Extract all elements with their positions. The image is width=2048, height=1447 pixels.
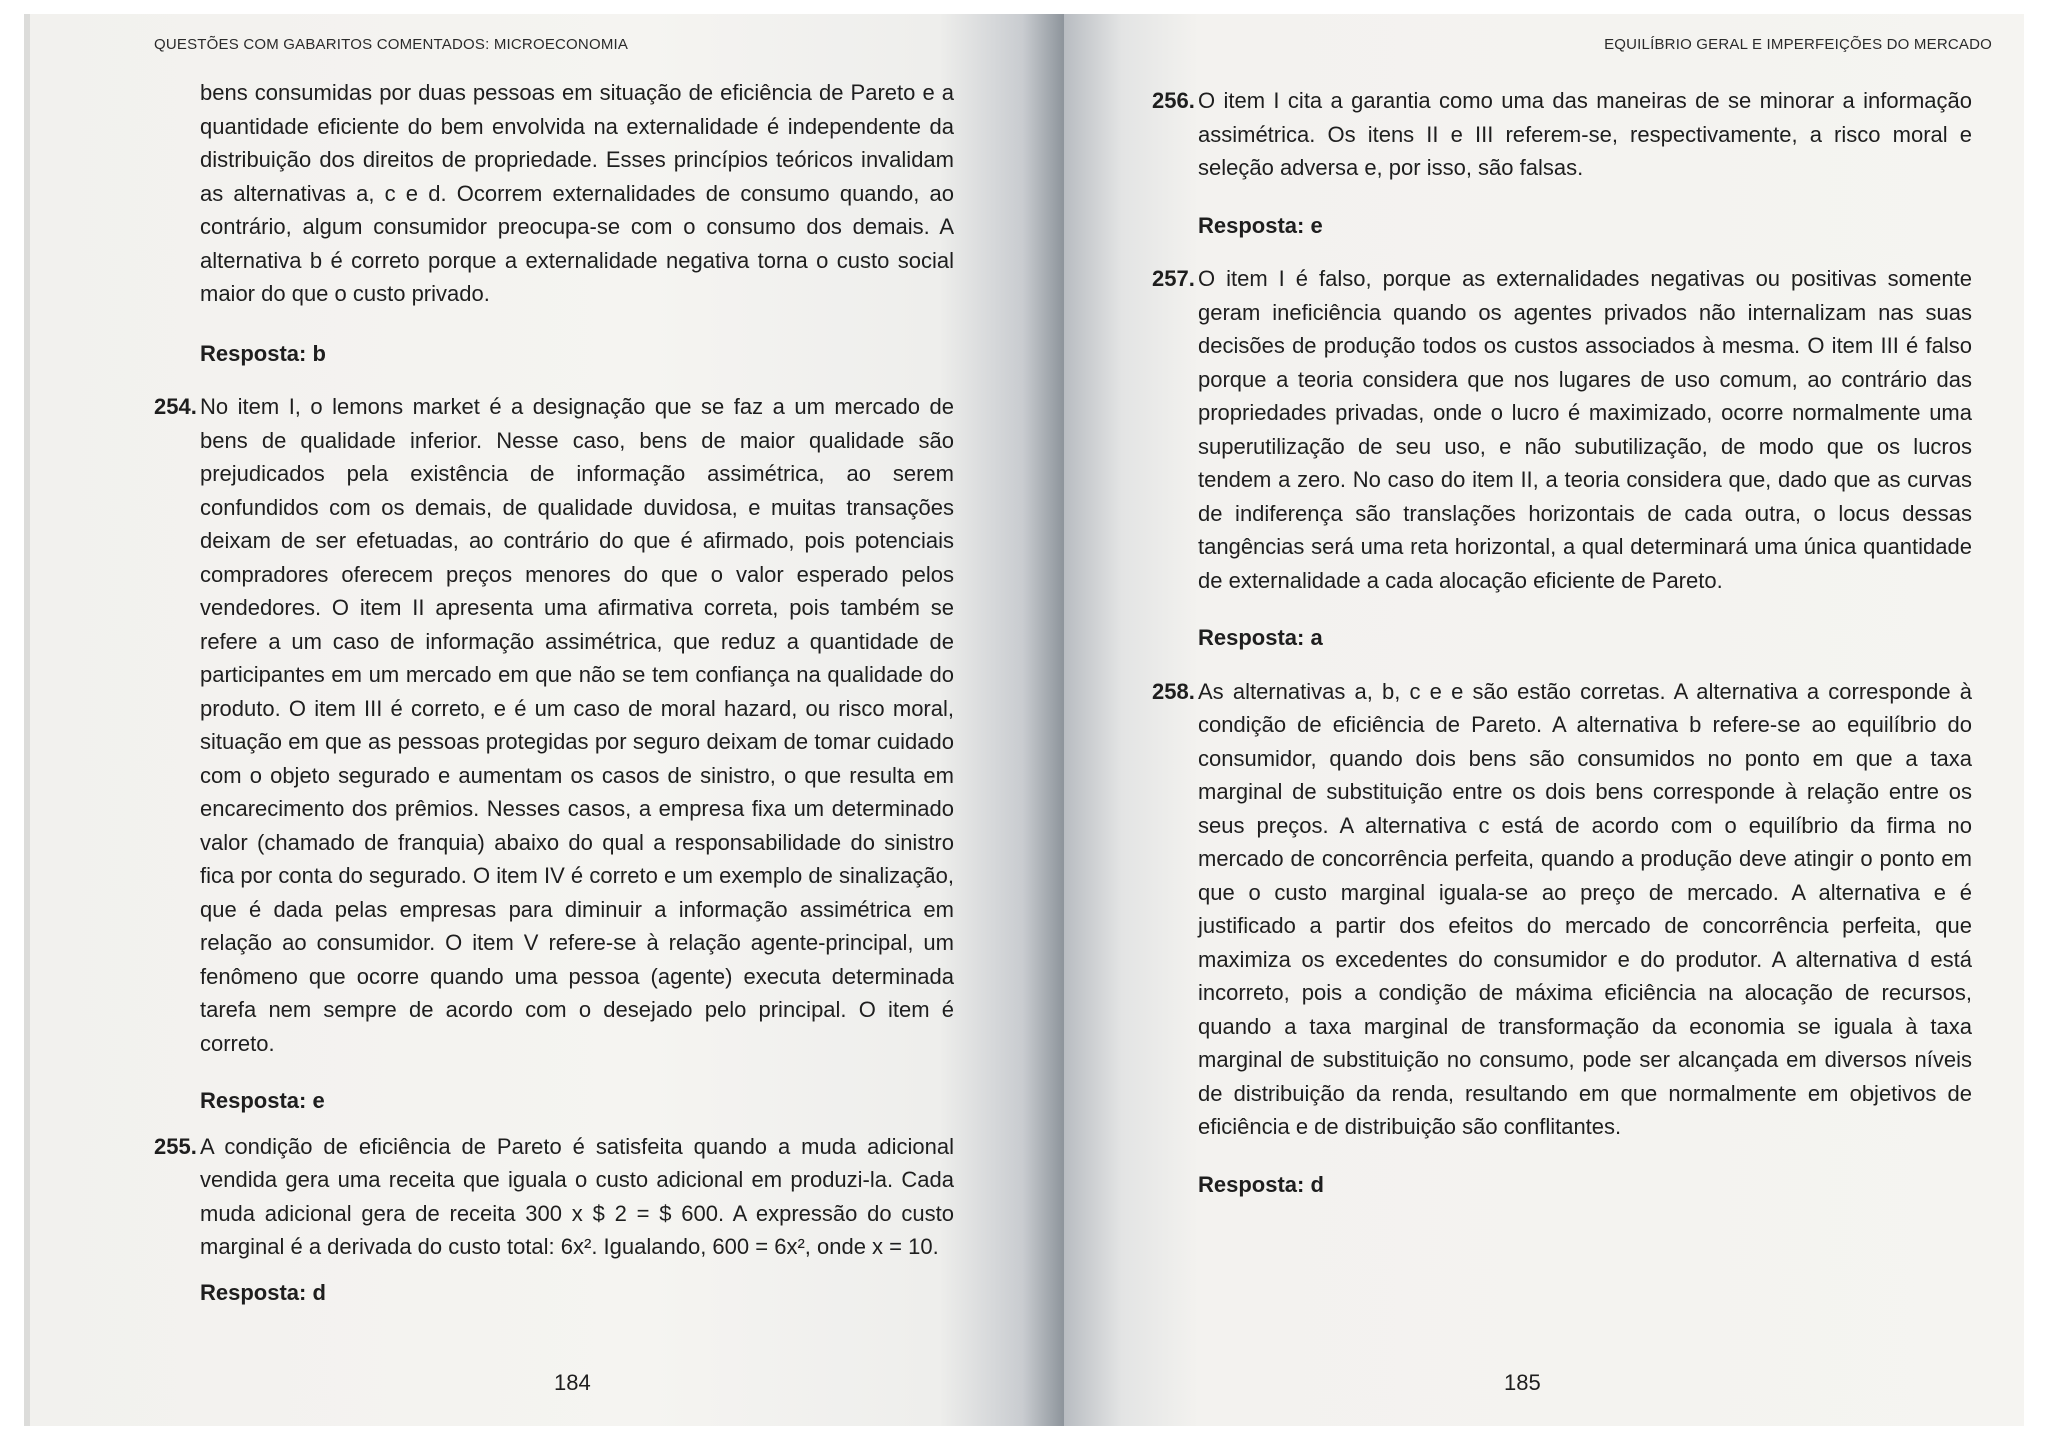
answer-label: Resposta: e bbox=[200, 1088, 325, 1113]
question-number: 258. bbox=[1152, 678, 1195, 704]
page-number: 184 bbox=[554, 1370, 591, 1395]
question-256 bbox=[1152, 84, 1972, 185]
running-head: QUESTÕES COM GABARITOS COMENTADOS: MICROECONOMIA bbox=[154, 36, 629, 53]
answer-label: Resposta: d bbox=[1198, 1171, 1324, 1197]
question-number: 257. bbox=[1152, 266, 1195, 291]
book-spread bbox=[24, 14, 2024, 1426]
continuation-paragraph: bens consumidas por duas pessoas em situação de eficiência de Pareto e a quantidade eficiente do bem envolvida na externalidade é independente da distribuição dos direitos de propriedade. Esses princípios teóricos invalidam as alternativas a, c e d. Ocorrem externalidades de consumo quando, ao contrário, algum consumidor preocupa-se com o consumo dos demais. A alternativa b é correto porque a externalidade negativa torna o custo social maior do que o custo privado. bbox=[200, 80, 954, 306]
question-255 bbox=[154, 1130, 954, 1264]
question-text: No item I, o lemons market é a designação que se faz a um mercado de bens de qualidade inferior. Nesse caso, bens de maior qualidade são prejudicados pela existência de informação assimétrica, ao serem confundidos com os demais, de qualidade duvidosa, e muitas transações deixam de ser efetuadas, ao contrário do que é afirmado, pois potenciais compradores oferecem preços menores do que o valor esperado pelos vendedores. O item II apresenta uma afirmativa correta, pois também se refere a um caso de informação assimétrica, que reduz a quantidade de participantes em um mercado em que não se tem confiança na qualidade do produto. O item III é correto, e é um caso de moral hazard, ou risco moral, situação em que as pessoas protegidas por seguro deixam de tomar cuidado com o objeto segurado e aumentam os casos de sinistro, o que resulta em encarecimento dos prêmios. Nesses casos, a empresa fixa um determinado valor (chamado de franquia) abaixo do qual a responsabilidade do sinistro fica por conta do segurado. O item IV é correto e um exemplo de sinalização, que é dada pelas empresas para diminuir a informação assimétrica em relação ao consumidor. O item V refere-se à relação agente-principal, um fenômeno que ocorre quando uma pessoa (agente) executa determinada tarefa nem sempre de acordo com o desejado pelo principal. O item é correto. bbox=[200, 394, 954, 1056]
question-number: 254. bbox=[154, 394, 197, 419]
left-page-content bbox=[154, 76, 954, 1309]
question-text: O item I é falso, porque as externalidades negativas ou positivas somente geram ineficiência quando os agentes privados não internalizam nas suas decisões de produção todos os custos associados à mesma. O item III é falso porque a teoria considera que nos lugares de uso comum, ao contrário das propriedades privadas, onde o lucro é maximizado, ocorre normalmente uma superutilização de seu uso, e não subutilização, de modo que os lucros tendem a zero. No caso do item II, a teoria considera que, dado que as curvas de indiferença são translações horizontais de cada outra, o locus dessas tangências será uma reta horizontal, a qual determinará uma única quantidade de externalidade a cada alocação eficiente de Pareto. bbox=[1198, 266, 1972, 593]
right-page bbox=[1064, 14, 2024, 1426]
question-258 bbox=[1152, 675, 1972, 1144]
question-text: As alternativas a, b, c e e são estão corretas. A alternativa a corresponde à condição de eficiência de Pareto. A alternativa b refere-se ao equilíbrio do consumidor, quando dois bens são consumidos no ponto em que a taxa marginal de substituição entre os dois bens corresponde à relação entre os seus preços. A alternativa c está de acordo com o equilíbrio da firma no mercado de concorrência perfeita, quando a produção deve atingir o ponto em que o custo marginal iguala-se ao preço de mercado. A alternativa e é justificado a partir dos efeitos do mercado de concorrência perfeita, que maximiza os excedentes do consumidor e do produtor. A alternativa d está incorreto, pois a condição de máxima eficiência na alocação de recursos, quando a taxa marginal de transformação da economia se iguala à taxa marginal de substituição no consumo, pode ser alcançada em diversos níveis de distribuição da renda, resultando em que normalmente em objetivos de eficiência e de distribuição são conflitantes. bbox=[1198, 678, 1972, 1139]
right-page-content bbox=[1152, 84, 1972, 1201]
question-text: A condição de eficiência de Pareto é satisfeita quando a muda adicional vendida gera uma receita que iguala o custo adicional em produzi-la. Cada muda adicional gera de receita 300 x $ 2 = $ 600. A expressão do custo marginal é a derivada do custo total: 6x². Igualando, 600 = 6x², onde x = 10. bbox=[200, 1133, 954, 1259]
page-number: 185 bbox=[1504, 1370, 1541, 1395]
answer-label: Resposta: b bbox=[200, 340, 326, 366]
answer-label: Resposta: d bbox=[200, 1279, 326, 1305]
question-number: 255. bbox=[154, 1133, 197, 1159]
question-257 bbox=[1152, 262, 1972, 597]
answer-label: Resposta: e bbox=[1198, 212, 1323, 238]
left-page bbox=[24, 14, 1064, 1426]
answer-label: Resposta: a bbox=[1198, 625, 1323, 650]
running-head: EQUILÍBRIO GERAL E IMPERFEIÇÕES DO MERCADO bbox=[1604, 36, 1992, 53]
question-text: O item I cita a garantia como uma das maneiras de se minorar a informação assimétrica. Os itens II e III referem-se, respectivamente, a risco moral e seleção adversa e, por isso, são falsas. bbox=[1198, 88, 1972, 180]
question-254 bbox=[154, 390, 954, 1060]
page-edge bbox=[24, 14, 30, 1426]
question-number: 256. bbox=[1152, 88, 1195, 113]
